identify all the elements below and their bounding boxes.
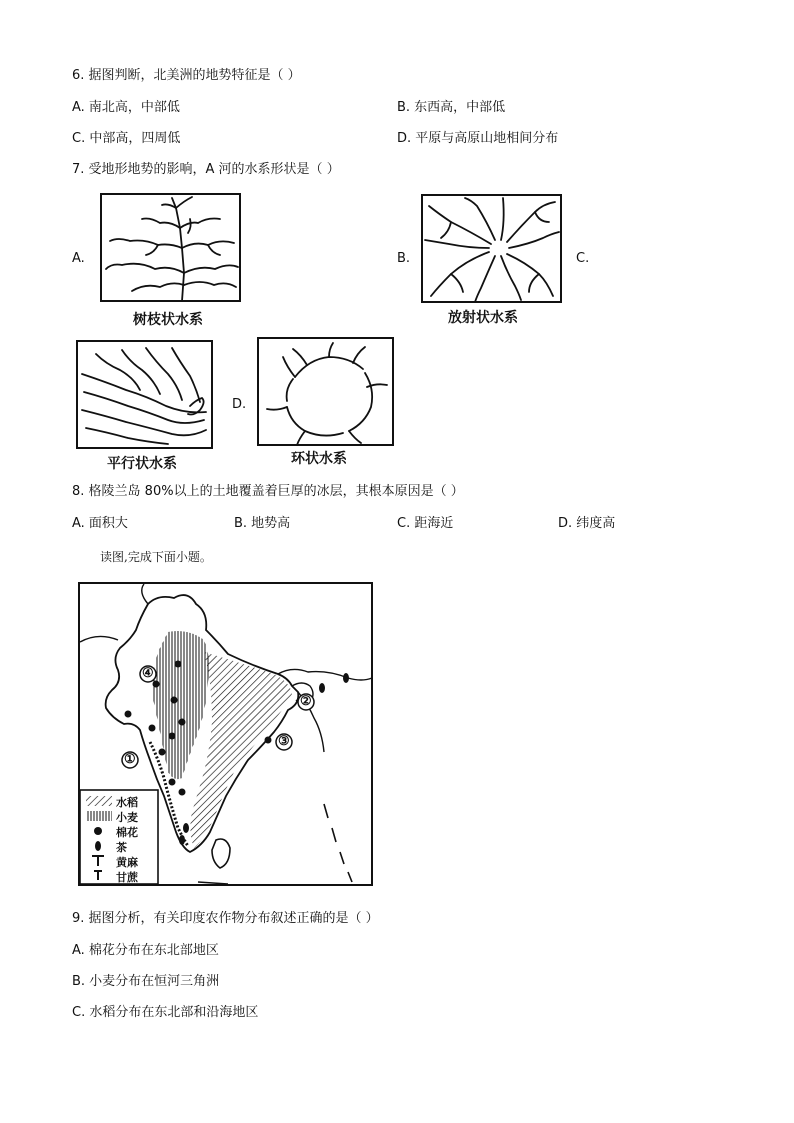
legend-rice: 水稻 (116, 796, 138, 809)
legend-sugarcane: 甘蔗 (116, 871, 138, 884)
q8-option-c: C. 距海近 (397, 516, 454, 531)
q9-option-c: C. 水稻分布在东北部和沿海地区 (72, 1005, 259, 1020)
q7-label-c: C. (576, 251, 590, 266)
legend-jute: 黄麻 (116, 856, 138, 869)
q8-option-b: B. 地势高 (234, 516, 291, 531)
legend-wheat: 小麦 (116, 811, 138, 824)
radial-drainage-figure (421, 192, 563, 304)
q8-stem: 8. 格陵兰岛 80%以上的土地覆盖着巨厚的冰层，其根本原因是（ ） (72, 484, 464, 499)
q6-stem: 6. 据图判断，北美洲的地势特征是（ ） (72, 68, 301, 83)
q6-option-c: C. 中部高，四周低 (72, 131, 181, 146)
annular-drainage-figure (257, 337, 395, 447)
marker-4-label: ④ (142, 666, 154, 681)
q9-stem: 9. 据图分析，有关印度农作物分布叙述正确的是（ ） (72, 911, 379, 926)
marker-3-label: ③ (278, 734, 290, 749)
q7-label-d: D. (232, 397, 247, 412)
parallel-caption: 平行状水系 (107, 456, 177, 472)
dendritic-drainage-figure (100, 193, 242, 303)
q9-option-b: B. 小麦分布在恒河三角洲 (72, 974, 220, 989)
marker-2-label: ② (300, 694, 312, 709)
annular-caption: 环状水系 (291, 451, 347, 467)
dendritic-caption: 树枝状水系 (133, 312, 203, 328)
parallel-drainage-figure (76, 340, 214, 450)
q7-label-b: B. (397, 251, 411, 266)
q6-option-d: D. 平原与高原山地相间分布 (397, 131, 559, 146)
radial-caption: 放射状水系 (448, 310, 518, 326)
q7-label-a: A. (72, 251, 85, 266)
marker-1-label: ① (124, 752, 136, 767)
map-intro-text: 读图,完成下面小题。 (100, 550, 212, 564)
legend-tea: 茶 (116, 841, 127, 854)
q6-option-a: A. 南北高，中部低 (72, 100, 180, 115)
q6-option-b: B. 东西高，中部低 (397, 100, 506, 115)
q9-option-a: A. 棉花分布在东北部地区 (72, 943, 219, 958)
q7-stem: 7. 受地形地势的影响，A 河的水系形状是（ ） (72, 162, 340, 177)
q8-option-a: A. 面积大 (72, 516, 128, 531)
legend-cotton: 棉花 (116, 826, 138, 839)
q8-option-d: D. 纬度高 (558, 516, 616, 531)
